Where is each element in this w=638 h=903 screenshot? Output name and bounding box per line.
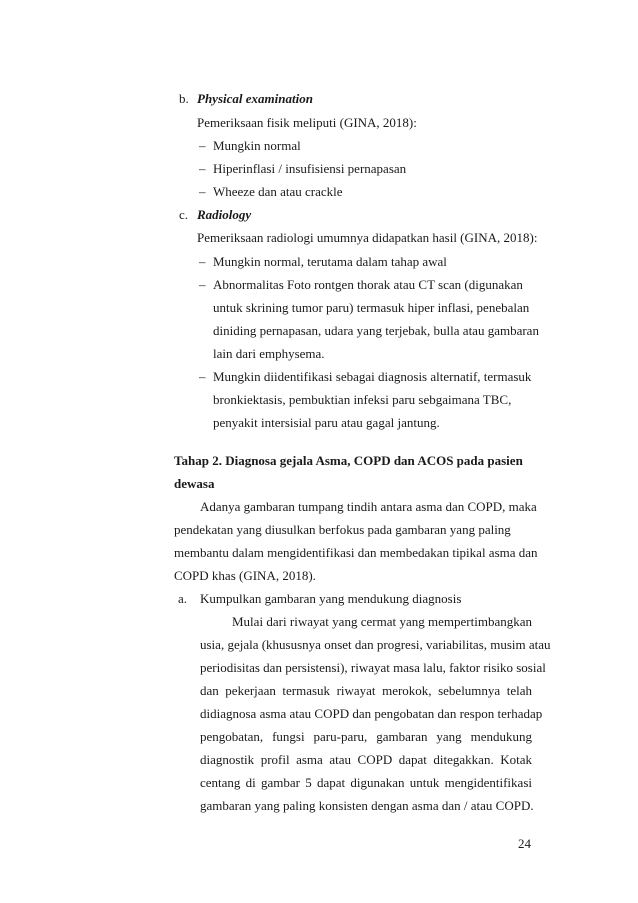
tahap2-paragraph-line: pendekatan yang diusulkan berfokus pada gambaran yang paling <box>174 522 511 537</box>
section-b-marker: b. <box>179 91 189 106</box>
section-c-item-line: Mungkin diidentifikasi sebagai diagnosis alternatif, termasuk <box>213 369 532 384</box>
section-b-item: Hiperinflasi / insufisiensi pernapasan <box>213 161 407 176</box>
section-b-title: Physical examination <box>197 91 313 106</box>
section-c-item-line: untuk skrining tumor paru) termasuk hiper inflasi, penebalan <box>213 300 530 315</box>
section-c-marker: c. <box>179 207 189 222</box>
section-b-intro: Pemeriksaan fisik meliputi (GINA, 2018): <box>197 115 417 130</box>
sub-a-line: Mulai dari riwayat yang cermat yang mempertimbangkan <box>232 614 532 629</box>
section-b-item: Wheeze dan atau crackle <box>213 184 343 199</box>
bullet-dash: – <box>199 254 206 269</box>
section-c-item-line: Mungkin normal, terutama dalam tahap awal <box>213 254 447 269</box>
sub-a-line: centang di gambar 5 dapat digunakan untuk mengidentifikasi <box>200 775 532 790</box>
section-b-item: Mungkin normal <box>213 138 301 153</box>
bullet-dash: – <box>199 161 206 176</box>
sub-a-title: Kumpulkan gambaran yang mendukung diagnosis <box>200 591 462 606</box>
sub-a-line: diagnostik profil asma atau COPD dapat ditegakkan. Kotak <box>200 752 532 767</box>
tahap2-paragraph-line: Adanya gambaran tumpang tindih antara asma dan COPD, maka <box>200 499 537 514</box>
tahap2-heading: dewasa <box>174 476 215 491</box>
section-c-intro: Pemeriksaan radiologi umumnya didapatkan hasil (GINA, 2018): <box>197 230 538 245</box>
section-c-title: Radiology <box>197 207 252 222</box>
sub-a-marker: a. <box>178 591 188 606</box>
sub-a-line: didiagnosa asma atau COPD dan pengobatan dan respon terhadap <box>200 706 543 721</box>
sub-a-line: periodisitas dan persistensi), riwayat masa lalu, faktor risiko sosial <box>200 660 546 675</box>
bullet-dash: – <box>199 277 206 292</box>
sub-a-line: dan pekerjaan termasuk riwayat merokok, sebelumnya telah <box>200 683 532 698</box>
sub-a-line: gambaran yang paling konsisten dengan asma dan / atau COPD. <box>200 798 534 813</box>
section-c-item-line: Abnormalitas Foto rontgen thorak atau CT scan (digunakan <box>213 277 523 292</box>
tahap2-paragraph-line: COPD khas (GINA, 2018). <box>174 568 316 583</box>
bullet-dash: – <box>199 138 206 153</box>
section-c-item-line: penyakit intersisial paru atau gagal jantung. <box>213 415 440 430</box>
tahap2-paragraph-line: membantu dalam mengidentifikasi dan membedakan tipikal asma dan <box>174 545 538 560</box>
page-number: 24 <box>518 836 531 851</box>
sub-a-line: usia, gejala (khususnya onset dan progresi, variabilitas, musim atau <box>200 637 551 652</box>
bullet-dash: – <box>199 369 206 384</box>
bullet-dash: – <box>199 184 206 199</box>
tahap2-heading: Tahap 2. Diagnosa gejala Asma, COPD dan ACOS pada pasien <box>174 453 523 468</box>
section-c-item-line: lain dari emphysema. <box>213 346 325 361</box>
section-c-item-line: diniding pernapasan, udara yang terjebak, bulla atau gambaran <box>213 323 539 338</box>
sub-a-line: pengobatan, fungsi paru-paru, gambaran yang mendukung <box>200 729 532 744</box>
section-c-item-line: bronkiektasis, pembuktian infeksi paru sebgaimana TBC, <box>213 392 512 407</box>
